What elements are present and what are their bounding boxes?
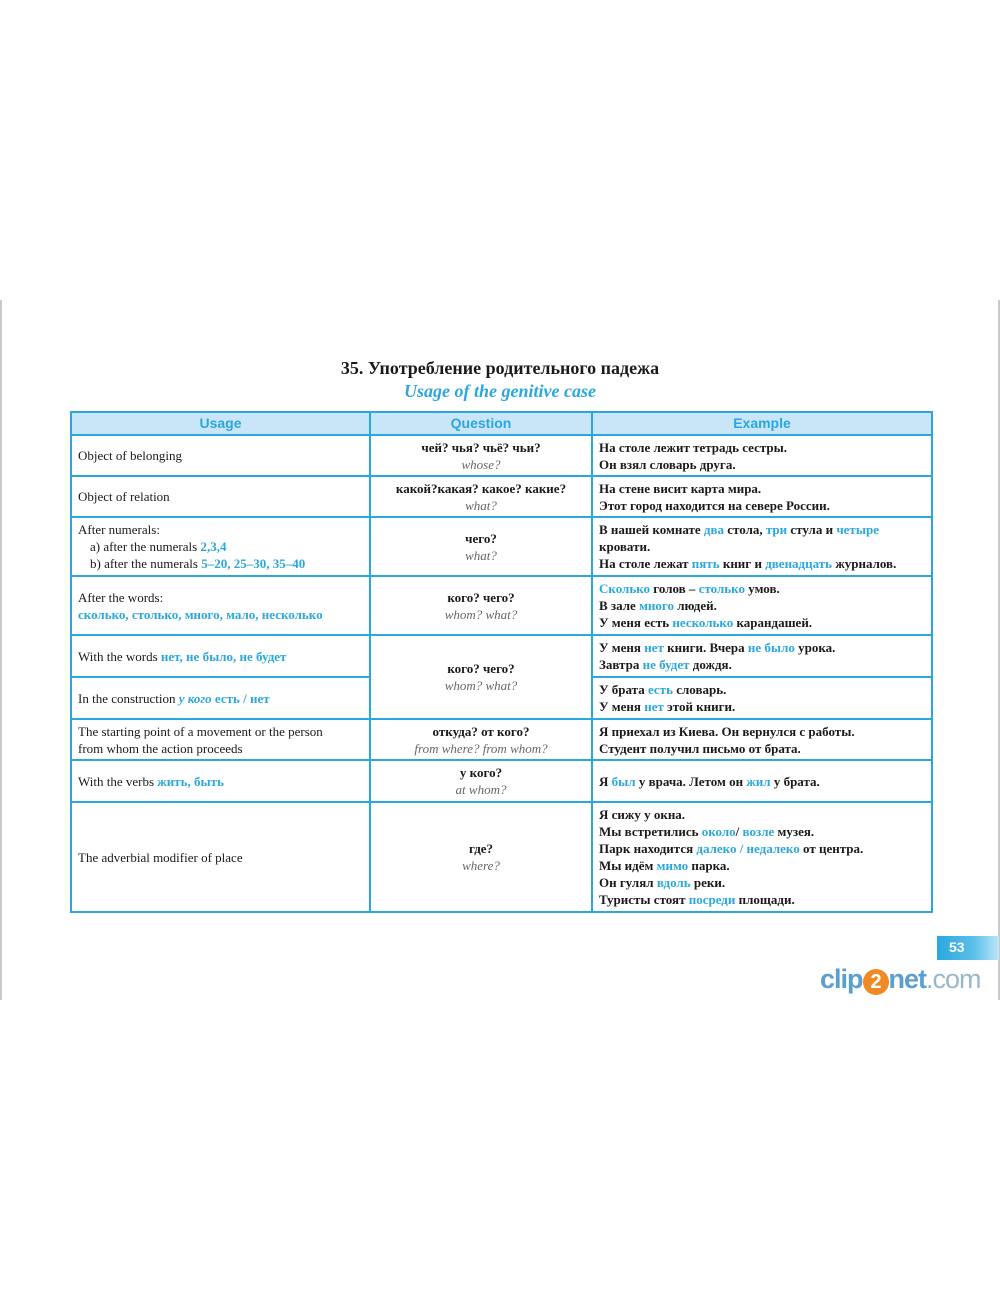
ex-line xyxy=(599,480,925,497)
page-title: 35. Употребление родительного падежа xyxy=(340,358,660,378)
question-en: whose? xyxy=(461,456,501,472)
text-segment: В зале xyxy=(599,598,640,613)
usage-cell: The adverbial modifier of place xyxy=(71,802,370,912)
text-segment: Я приехал из Киева. Он вернулся с работы. xyxy=(599,723,855,739)
question-cell xyxy=(370,635,592,719)
text-segment: голов – xyxy=(650,581,699,596)
usage-line xyxy=(78,606,363,623)
table-row xyxy=(71,719,932,760)
text-segment: карандашей. xyxy=(733,615,813,630)
question-en: at whom? xyxy=(455,782,507,797)
text-segment: Студент получил письмо от брата. xyxy=(599,740,801,756)
text-segment: В нашей комнате xyxy=(599,522,704,537)
text-segment: Я xyxy=(599,773,612,789)
ex-line xyxy=(599,580,925,597)
highlight-word: несколько xyxy=(672,615,734,630)
text-segment: Завтра xyxy=(599,657,643,672)
ex-line xyxy=(599,773,925,790)
highlight-word: пять xyxy=(691,556,720,571)
example-cell xyxy=(592,802,932,912)
highlight-word: не будет xyxy=(642,657,690,672)
text-segment: У меня xyxy=(599,640,645,655)
question-en: what? xyxy=(465,547,497,563)
text-segment: площади. xyxy=(735,892,795,907)
usage-cell xyxy=(71,576,370,635)
highlight-word: нет xyxy=(644,699,664,714)
question-ru: какой?какая? какое? какие? xyxy=(395,480,567,496)
text-segment: After numerals: xyxy=(78,522,160,537)
text-segment: After the words: xyxy=(78,589,164,605)
ex-line xyxy=(599,723,925,740)
ex-line xyxy=(599,740,925,757)
text-segment: стула и xyxy=(787,522,837,537)
text-segment: у брата. xyxy=(770,773,820,789)
usage-line xyxy=(78,773,363,790)
question-cell xyxy=(370,476,592,517)
ex-line xyxy=(599,521,925,555)
table-row xyxy=(71,517,932,576)
highlight-word: Сколько xyxy=(599,581,651,596)
question-cell xyxy=(370,719,592,760)
ex-line xyxy=(599,874,925,891)
page-subtitle: Usage of the genitive case xyxy=(404,381,596,401)
text-segment: Я сижу у окна. xyxy=(599,807,686,822)
ex-line xyxy=(599,456,925,473)
highlight-word: столько xyxy=(698,581,745,596)
usage-line xyxy=(78,723,363,740)
text-segment: With the words xyxy=(78,648,161,664)
ex-line xyxy=(599,891,925,908)
ex-line xyxy=(599,840,925,857)
question-cell xyxy=(370,435,592,476)
usage-cell xyxy=(71,760,370,802)
example-cell xyxy=(592,576,932,635)
text-segment: у врача. Летом он xyxy=(635,773,747,789)
text-segment: У меня xyxy=(599,699,645,714)
question-cell xyxy=(370,802,592,912)
highlight-word: был xyxy=(611,773,636,789)
text-segment: Этот город находится на севере России. xyxy=(599,497,830,513)
table-row xyxy=(71,435,932,476)
ex-line xyxy=(599,681,925,698)
usage-line xyxy=(78,538,363,555)
highlight-word: 2,3,4 xyxy=(200,539,227,554)
highlight-word: жить, быть xyxy=(157,773,224,789)
text-segment: На стене висит карта мира. xyxy=(599,480,762,496)
example-cell xyxy=(592,760,932,802)
example-cell xyxy=(592,476,932,517)
text-segment: дождя. xyxy=(689,657,732,672)
ex-line xyxy=(599,639,925,656)
text-segment: умов. xyxy=(745,581,780,596)
text-segment: У брата xyxy=(599,682,648,697)
question-cell xyxy=(370,517,592,576)
text-segment: With the verbs xyxy=(78,773,158,789)
usage-line xyxy=(78,648,363,665)
question-ru: откуда? от кого? xyxy=(432,723,530,739)
highlight-word: четыре xyxy=(836,522,879,537)
text-segment: словарь. xyxy=(672,682,727,697)
text-segment: книг и xyxy=(719,556,766,571)
usage-line xyxy=(78,589,363,606)
highlight-word: у кого xyxy=(178,690,212,706)
column-header-usage: Usage xyxy=(71,412,370,435)
ex-line xyxy=(599,857,925,874)
text-segment: реки. xyxy=(690,875,726,890)
example-cell xyxy=(592,677,932,719)
text-segment: Туристы стоят xyxy=(599,892,689,907)
genitive-usage-table xyxy=(70,411,933,913)
highlight-word: не было xyxy=(747,640,795,655)
page-number-badge xyxy=(937,936,999,960)
question-ru: у кого? xyxy=(459,765,503,780)
table-row xyxy=(71,576,932,635)
column-header-example: Example xyxy=(592,412,932,435)
text-segment: The starting point of a movement or the person xyxy=(78,723,323,739)
highlight-word: жил xyxy=(746,773,771,789)
highlight-word: три xyxy=(765,522,788,537)
question-en: where? xyxy=(462,858,500,873)
text-segment: In the construction xyxy=(78,690,179,706)
question-ru: где? xyxy=(468,841,494,856)
text-segment: журналов. xyxy=(832,556,897,571)
table-header-row xyxy=(71,412,932,435)
question-ru: чей? чья? чьё? чьи? xyxy=(421,439,541,455)
highlight-word: двенадцать xyxy=(765,556,833,571)
text-segment: Он гулял xyxy=(599,875,657,890)
highlight-word: сколько, столько, много, мало, несколько xyxy=(78,606,323,622)
text-segment: У меня есть xyxy=(599,615,673,630)
question-ru: кого? чего? xyxy=(447,661,515,676)
question-cell xyxy=(370,576,592,635)
ex-line xyxy=(599,823,925,840)
text-segment: урока. xyxy=(794,640,836,655)
text-segment: / xyxy=(735,824,743,839)
highlight-word: нет, не было, не будет xyxy=(160,648,287,664)
ex-line xyxy=(599,614,925,631)
example-cell xyxy=(592,517,932,576)
highlight-word: посреди xyxy=(688,892,736,907)
question-ru: чего? xyxy=(465,530,497,546)
highlight-word: есть / нет xyxy=(211,690,270,706)
usage-cell xyxy=(71,635,370,677)
ex-line xyxy=(599,698,925,715)
highlight-word: далеко / недалеко xyxy=(696,841,800,856)
usage-cell: Object of belonging xyxy=(71,435,370,476)
highlight-word: два xyxy=(703,522,724,537)
column-header-question: Question xyxy=(370,412,592,435)
text-segment: a) after the numerals xyxy=(90,539,201,554)
usage-cell xyxy=(71,677,370,719)
usage-line xyxy=(78,740,363,757)
highlight-word: 5–20, 25–30, 35–40 xyxy=(201,556,306,571)
text-segment: от центра. xyxy=(799,841,864,856)
usage-line xyxy=(78,521,363,538)
text-segment: from whom the action proceeds xyxy=(78,740,243,756)
highlight-word: есть xyxy=(647,682,673,697)
table-row xyxy=(71,635,932,677)
table-row xyxy=(71,802,932,912)
question-en: what? xyxy=(465,497,497,513)
watermark-text: clip xyxy=(820,964,863,994)
text-segment: Парк находится xyxy=(599,841,697,856)
ex-line xyxy=(599,439,925,456)
table-row xyxy=(71,476,932,517)
highlight-word: возле xyxy=(742,824,775,839)
text-segment: Он взял словарь друга. xyxy=(599,456,736,472)
text-segment: На столе лежит тетрадь сестры. xyxy=(599,439,788,455)
ex-line xyxy=(599,497,925,514)
highlight-word: нет xyxy=(644,640,664,655)
example-cell xyxy=(592,635,932,677)
highlight-word: мимо xyxy=(656,858,689,873)
highlight-word: много xyxy=(639,598,675,613)
text-segment: этой книги. xyxy=(663,699,736,714)
watermark-circle: 2 xyxy=(863,969,889,995)
text-segment: парка. xyxy=(688,858,730,873)
text-segment: Мы идём xyxy=(599,858,657,873)
text-segment: музея. xyxy=(774,824,815,839)
question-cell xyxy=(370,760,592,802)
usage-cell xyxy=(71,719,370,760)
ex-line xyxy=(599,597,925,614)
watermark-text: net xyxy=(888,964,927,994)
text-segment: книги. Вчера xyxy=(663,640,748,655)
example-cell xyxy=(592,719,932,760)
text-segment: кровати. xyxy=(599,539,651,554)
text-segment: На столе лежат xyxy=(599,556,692,571)
highlight-word: около xyxy=(701,824,736,839)
text-segment: стола, xyxy=(724,522,766,537)
example-cell xyxy=(592,435,932,476)
page-number: 53 xyxy=(949,939,965,955)
table-row xyxy=(71,760,932,802)
ex-line xyxy=(599,555,925,572)
text-segment: b) after the numerals xyxy=(90,556,202,571)
question-ru: кого? чего? xyxy=(447,589,515,605)
watermark-domain: .com xyxy=(926,964,981,994)
usage-line xyxy=(78,690,363,707)
highlight-word: вдоль xyxy=(656,875,691,890)
question-en: whom? what? xyxy=(444,606,518,622)
question-en: from where? from whom? xyxy=(414,740,548,756)
usage-cell xyxy=(71,517,370,576)
ex-line xyxy=(599,656,925,673)
usage-cell: Object of relation xyxy=(71,476,370,517)
text-segment: Мы встретились xyxy=(599,824,702,839)
ex-line xyxy=(599,806,925,823)
usage-line xyxy=(78,555,363,572)
text-segment: людей. xyxy=(674,598,717,613)
watermark-logo xyxy=(820,964,981,995)
question-en: whom? what? xyxy=(444,678,518,693)
